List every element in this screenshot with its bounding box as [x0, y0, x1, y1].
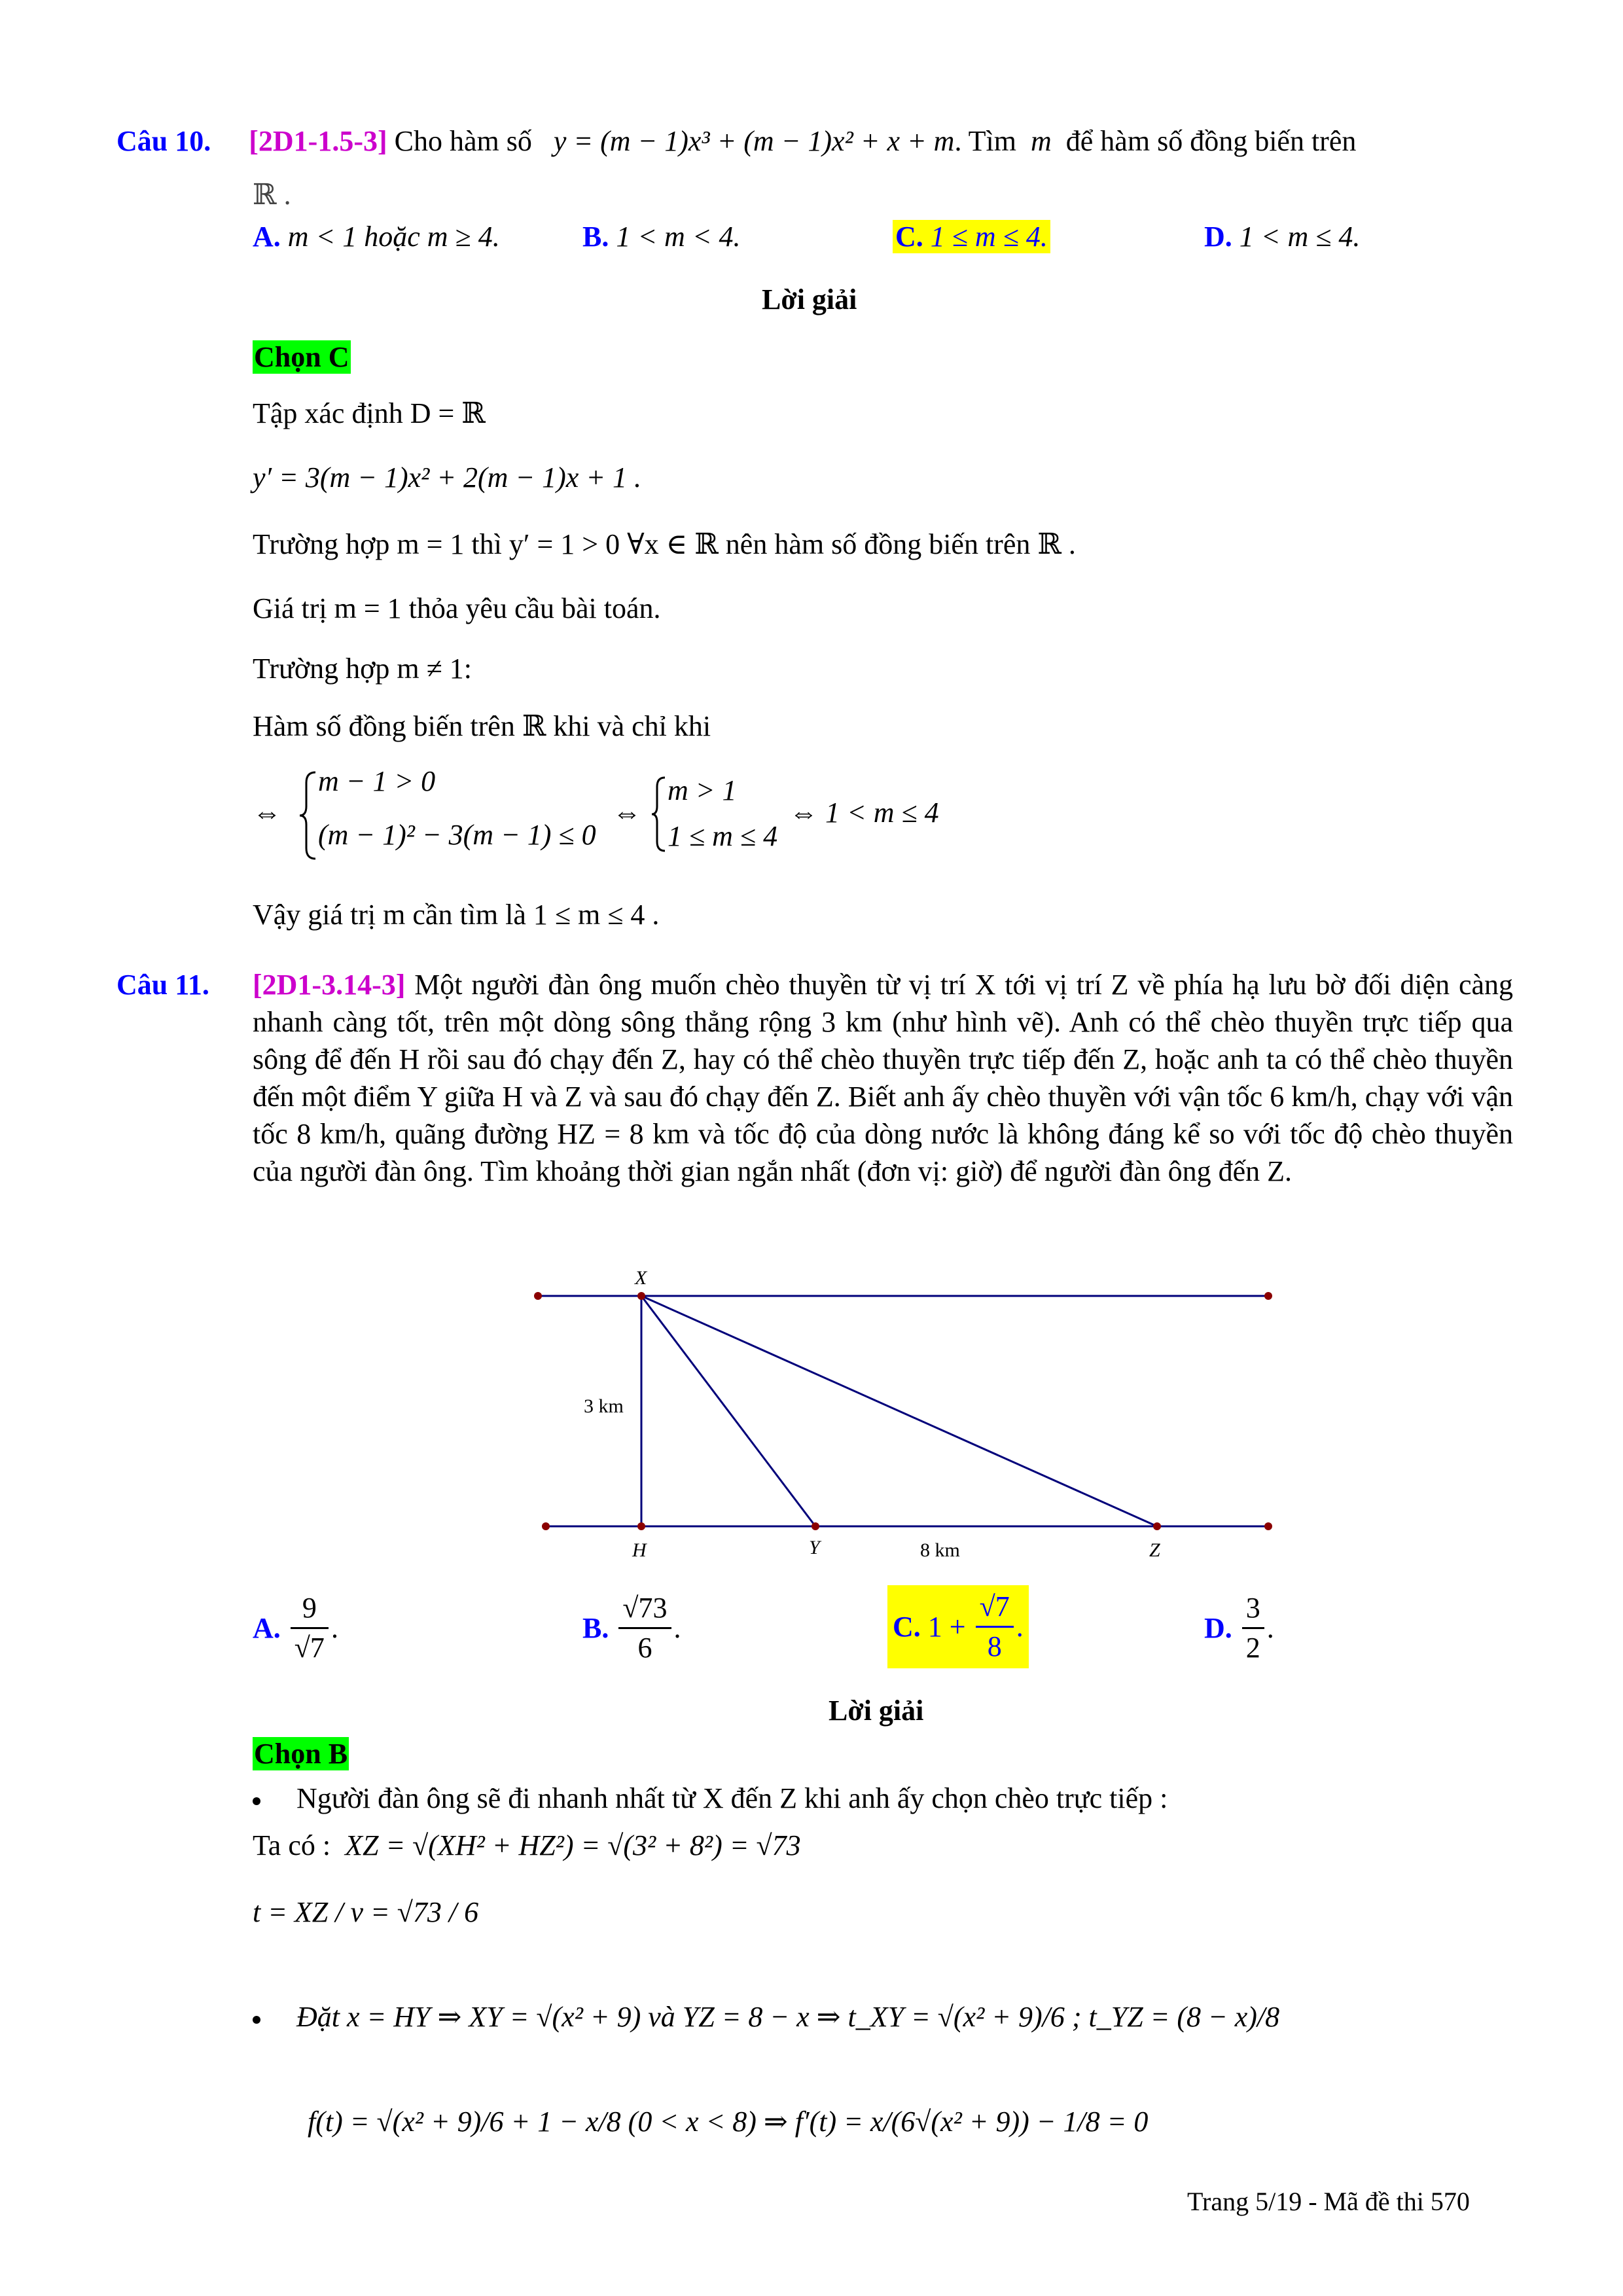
option-fraction [976, 1588, 1014, 1666]
option-text: 1 ≤ m ≤ 4. [930, 221, 1048, 253]
point-marker [1264, 1522, 1272, 1530]
left-brace-icon [298, 770, 318, 861]
q10-intro: Cho hàm số [394, 125, 532, 157]
q10-line-1: Tập xác định D = ℝ [253, 397, 486, 429]
q11-option-b[interactable] [582, 1589, 681, 1667]
label-hz: 8 km [920, 1539, 960, 1558]
q10-line-2: y′ = 3(m − 1)x² + 2(m − 1)x + 1 . [253, 461, 642, 493]
option-tail: . [1266, 1612, 1274, 1644]
sys1-a: m − 1 > 0 [318, 765, 436, 797]
option-text: m < 1 hoặc m ≥ 4. [287, 221, 500, 253]
frac-num: √73 [618, 1589, 671, 1629]
equiv-symbol: ⇔ [253, 797, 281, 829]
q10-domain: ℝ . [253, 179, 291, 211]
page-footer: Trang 5/19 - Mã đề thi 570 [1187, 2187, 1470, 2216]
label-x: X [635, 1267, 647, 1289]
segment-xy [641, 1296, 815, 1526]
bullet-1-text: Người đàn ông sẽ đi nhanh nhất từ X đến Z khi anh ấy chọn chèo trực tiếp : [296, 1782, 1168, 1814]
point-marker [542, 1522, 550, 1530]
option-fraction [1242, 1589, 1264, 1667]
sys2-a: m > 1 [668, 774, 737, 806]
frac-num: 9 [291, 1589, 329, 1629]
point-marker [534, 1292, 542, 1300]
q11-f-line: f(t) = √(x² + 9)/6 + 1 − x/8 (0 < x < 8) ⇒ f′(t) = x/(6√(x² + 9)) − 1/8 = 0 [308, 2106, 1149, 2138]
point-marker [1264, 1292, 1272, 1300]
frac-num: 3 [1242, 1589, 1264, 1629]
q10-conclusion: Vậy giá trị m cần tìm là 1 ≤ m ≤ 4 . [253, 899, 660, 931]
point-h [637, 1522, 645, 1530]
bullet-2-text: Đặt x = HY ⇒ XY = √(x² + 9) và YZ = 8 − x ⇒ t_XY = √(x² + 9)/6 ; t_YZ = (8 − x)/8 [296, 2001, 1280, 2033]
q11-bullet-1 [253, 1782, 1168, 1815]
q10-ask: . Tìm [954, 125, 1016, 157]
q10-line-3: Trường hợp m = 1 thì y′ = 1 > 0 ∀x ∈ ℝ nên hàm số đồng biến trên ℝ . [253, 528, 1076, 560]
q11-label [116, 966, 209, 1003]
q10-line-5: Trường hợp m ≠ 1: [253, 653, 472, 685]
sys2-b: 1 ≤ m ≤ 4 [668, 820, 778, 852]
q11-text: Một người đàn ông muốn chèo thuyền từ vị trí X tới vị trí Z về phía hạ lưu bờ đối diện càng nhanh càng tốt, trên một dòng sông thẳng rộng 3 km (như hình vẽ). Anh có thể chèo thuyền trực tiếp qua sông để đến H rồi sau đó chạy đến Z, hay có thể chèo thuyền trực tiếp đến Z, hoặc anh ta có thể chèo thuyền đến một điểm Y giữa H và Z và sau đó chạy đến Z. Biết anh ấy chèo thuyền với vận tốc 6 km/h, chạy với vận tốc 8 km/h, quãng đường HZ = 8 km và tốc độ của dòng nước là không đáng kể so với tốc độ chèo thuyền của người đàn ông. Tìm khoảng thời gian ngắn nhất (đơn vị: giờ) để người đàn ông đến Z. [253, 969, 1514, 1187]
q10-header [116, 122, 1356, 161]
frac-den: 6 [637, 1632, 652, 1664]
option-fraction [291, 1589, 329, 1667]
river-figure [510, 1244, 1296, 1558]
sys1-b: (m − 1)² − 3(m − 1) ≤ 0 [318, 819, 596, 851]
option-pre: 1 + [927, 1611, 966, 1643]
frac-den: 8 [987, 1630, 1002, 1662]
option-letter: D. [1204, 1612, 1232, 1644]
q10-option-b[interactable] [582, 220, 741, 253]
option-text: 1 < m ≤ 4. [1239, 221, 1361, 253]
q11-text-block [253, 966, 1513, 1190]
q10-line-4: Giá trị m = 1 thỏa yêu cầu bài toán. [253, 592, 661, 624]
q11-chosen: Chọn B [254, 1738, 348, 1770]
q10-solution-title: Lời giải [762, 283, 857, 315]
q10-func: y = (m − 1)x³ + (m − 1)x² + x + m [553, 125, 955, 157]
option-letter: C. [895, 221, 923, 253]
option-fraction [618, 1589, 671, 1667]
q11-xz-line [253, 1829, 801, 1862]
q11-label-text: Câu 11. [116, 969, 209, 1001]
q11-solution-title: Lời giải [829, 1695, 924, 1727]
q11-option-d[interactable] [1204, 1589, 1274, 1667]
point-z [1153, 1522, 1161, 1530]
option-letter: A. [253, 221, 281, 253]
point-y [812, 1522, 819, 1530]
bullet-icon [253, 1797, 260, 1805]
option-letter: A. [253, 1612, 281, 1644]
q10-line-6: Hàm số đồng biến trên ℝ khi và chỉ khi [253, 710, 711, 742]
left-brace-icon [651, 775, 668, 853]
option-tail: . [1016, 1611, 1024, 1643]
label-z: Z [1149, 1539, 1160, 1558]
sys-result: ⇔ 1 < m ≤ 4 [789, 797, 939, 829]
option-letter: D. [1204, 221, 1232, 253]
option-letter: B. [582, 1612, 609, 1644]
xz-equation: XZ = √(XH² + HZ²) = √(3² + 8²) = √73 [345, 1829, 801, 1861]
label-width: 3 km [584, 1395, 624, 1417]
q11-code: [2D1-3.14-3] [253, 969, 406, 1001]
q10-ask2: để hàm số đồng biến trên [1065, 125, 1357, 157]
option-tail: . [330, 1612, 338, 1644]
option-text: 1 < m < 4. [616, 221, 741, 253]
q10-option-d[interactable] [1204, 220, 1360, 253]
q10-code: [2D1-1.5-3] [249, 125, 387, 157]
q11-option-c[interactable] [887, 1585, 1029, 1668]
frac-den: √7 [294, 1632, 325, 1664]
q10-label: Câu 10. [116, 125, 211, 157]
equiv-symbol-2: ⇔ [613, 797, 641, 829]
label-h: H [632, 1539, 647, 1558]
label-y: Y [809, 1537, 820, 1558]
q10-option-c[interactable] [893, 220, 1050, 253]
option-letter: B. [582, 221, 609, 253]
option-tail: . [673, 1612, 681, 1644]
q10-option-a[interactable] [253, 220, 500, 253]
q11-option-a[interactable] [253, 1589, 338, 1667]
segment-xz [641, 1296, 1157, 1526]
frac-den: 2 [1245, 1632, 1260, 1664]
bullet-icon [253, 2016, 260, 2024]
q11-bullet-2 [253, 2000, 1279, 2034]
q10-var: m [1031, 125, 1052, 157]
q11-t-line: t = XZ / v = √73 / 6 [253, 1896, 479, 1928]
frac-num: √7 [976, 1588, 1014, 1628]
q10-chosen: Chọn C [254, 341, 349, 373]
taco-text: Ta có : [253, 1829, 331, 1861]
option-letter: C. [893, 1611, 921, 1643]
point-x [637, 1292, 645, 1300]
